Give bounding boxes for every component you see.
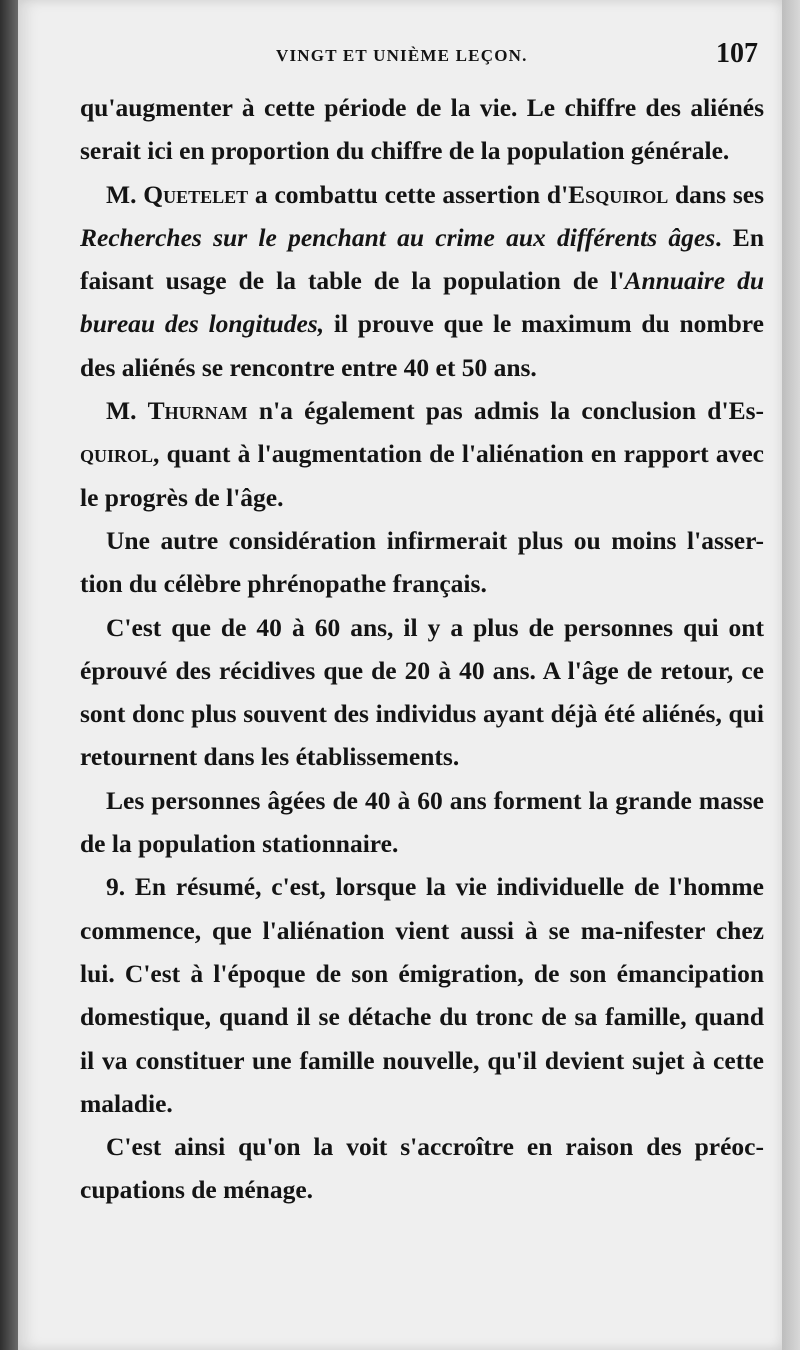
work-title: Annuaire du bureau des longitudes, [80,266,765,339]
author-name: Thurnam [147,396,248,426]
author-name: Quetelet [143,179,249,209]
paragraph-7: 9. En résumé, c'est, lorsque la vie individuelle de l'homme commence, que l'aliénation vient aussi à se ma-nifester chez lui. C'est à l'époque de son émigration, de son émancipation domestique, quand il se détache du tronc de sa famille, quand il va constituer une famille nouvelle, qu'il devient sujet à cette maladie. [80,872,764,1118]
text-run: n'a également pas admis la conclusion d'Es- [247,396,764,426]
binding-shadow [0,0,18,1350]
running-head: VINGT ET UNIÈME LEÇON. [276,46,528,65]
paragraph-6: Les personnes âgées de 40 à 60 ans forment la grande masse de la population stationnaire. [80,785,764,859]
work-title: Recherches sur le penchant au crime aux différents âges [80,222,716,252]
text-run: il prouve que le maximum du nombre des aliénés se rencontre entre 40 et 50 ans. [80,309,764,382]
paragraph-4: Une autre considération infirmerait plus ou moins l'asser-tion du célèbre phrénopathe français. [80,525,764,599]
paragraph-2 [80,173,764,389]
page-body [80,86,764,1212]
paragraph-1: qu'augmenter à cette période de la vie. Le chiffre des aliénés serait ici en proportion du chiffre de la population générale. [80,93,764,166]
author-name: Esquirol [568,179,669,209]
text-run: M. [106,179,144,209]
text-run: M. [106,396,148,426]
author-name: quirol [80,439,154,469]
text-run: . En faisant usage de la table de la population de l' [80,222,764,296]
text-run: a combattu cette assertion d' [248,179,569,209]
paragraph-8: C'est ainsi qu'on la voit s'accroître en raison des préoc-cupations de ménage. [80,1132,764,1205]
page-edge [782,0,800,1350]
text-run: , quant à l'augmentation de l'aliénation en rapport avec le progrès de l'âge. [80,439,764,512]
book-page [18,0,782,1350]
page-number: 107 [716,38,758,69]
text-run: dans ses [668,179,764,209]
paragraph-5: C'est que de 40 à 60 ans, il y a plus de personnes qui ont éprouvé des récidives que de 20 à 40 ans. A l'âge de retour, ce sont donc plus souvent des individus ayant déjà été aliénés, qui retournent dans les établissements. [80,612,764,772]
paragraph-3 [80,389,764,519]
